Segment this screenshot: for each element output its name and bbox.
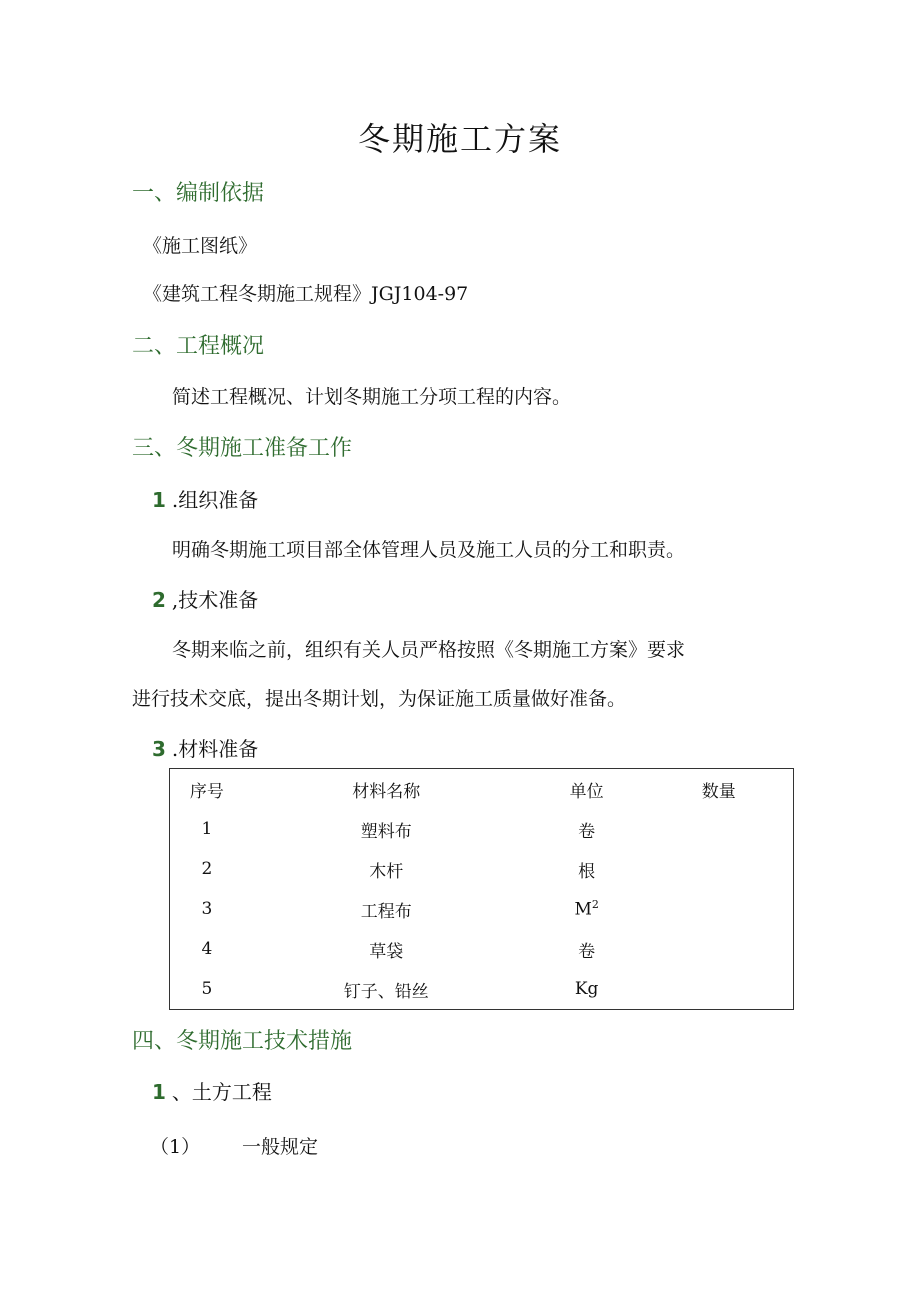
cell-material-name: 草袋 [369,941,404,962]
cell-quantity [644,969,793,1010]
item-number: 1 [152,1080,166,1104]
table-row [170,969,794,1010]
header-quantity: 数量 [701,781,736,802]
item-label: 、土方工程 [171,1080,272,1104]
subheading-materials [152,733,258,762]
cell-material-name: 木杆 [369,861,404,882]
cell-quantity [644,889,793,929]
reference-code [143,279,468,306]
cell-serial: 1 [201,819,213,839]
section-heading-basis: 一、编制依据 [132,181,265,206]
table-row [170,849,794,889]
subheading-earthwork [152,1076,272,1105]
overview-text: 简述工程概况、计划冬期施工分项工程的内容。 [172,386,572,408]
cell-unit: Kg [574,979,599,999]
subitem-general-rules [150,1132,318,1159]
header-material-name: 材料名称 [352,781,421,802]
cell-serial: 3 [201,899,213,919]
table-row [170,889,794,929]
section-heading-measures: 四、冬期施工技术措施 [132,1029,353,1054]
document-title: 冬期施工方案 [357,120,562,158]
unit-superscript: 2 [591,898,599,912]
cell-material-name: 钉子、铅丝 [343,981,429,1002]
section-heading-preparation: 三、冬期施工准备工作 [132,436,353,461]
cell-serial: 5 [201,979,213,999]
section-heading-overview: 二、工程概况 [132,334,265,359]
reference-code-text: 《建筑工程冬期施工规程》JGJ104-97 [143,283,469,305]
materials-table [169,768,794,1010]
item-number: 1 [152,488,166,512]
technical-text-line1: 冬期来临之前，组织有关人员严格按照《冬期施工方案》要求 [172,639,686,661]
cell-unit: 卷 [578,941,596,962]
cell-unit: 根 [578,861,596,882]
organization-text: 明确冬期施工项目部全体管理人员及施工人员的分工和职责。 [172,539,686,561]
item-number: 3 [152,737,166,761]
table-header-row [170,769,794,810]
header-unit: 单位 [569,781,604,802]
reference-drawings: 《施工图纸》 [143,235,258,257]
cell-unit [529,889,645,929]
cell-unit: 卷 [578,821,596,842]
unit-text: M [574,899,592,920]
cell-quantity [644,809,793,849]
table-row [170,929,794,969]
header-serial: 序号 [189,781,224,802]
cell-quantity [644,929,793,969]
technical-text-line2: 进行技术交底，提出冬期计划，为保证施工质量做好准备。 [132,688,627,710]
subheading-organization [152,484,258,513]
item-label: .材料准备 [171,737,259,761]
subheading-technical [152,584,258,613]
table-row [170,809,794,849]
cell-serial: 4 [201,939,213,959]
item-label: .组织准备 [171,488,259,512]
cell-serial: 2 [201,859,213,879]
item-label: ,技术准备 [171,588,259,612]
cell-material-name: 工程布 [360,901,412,922]
subitem-label: 一般规定 [242,1136,319,1158]
cell-quantity [644,849,793,889]
item-number: 2 [152,588,166,612]
cell-material-name: 塑料布 [360,821,412,842]
subitem-number: （1） [150,1136,201,1158]
